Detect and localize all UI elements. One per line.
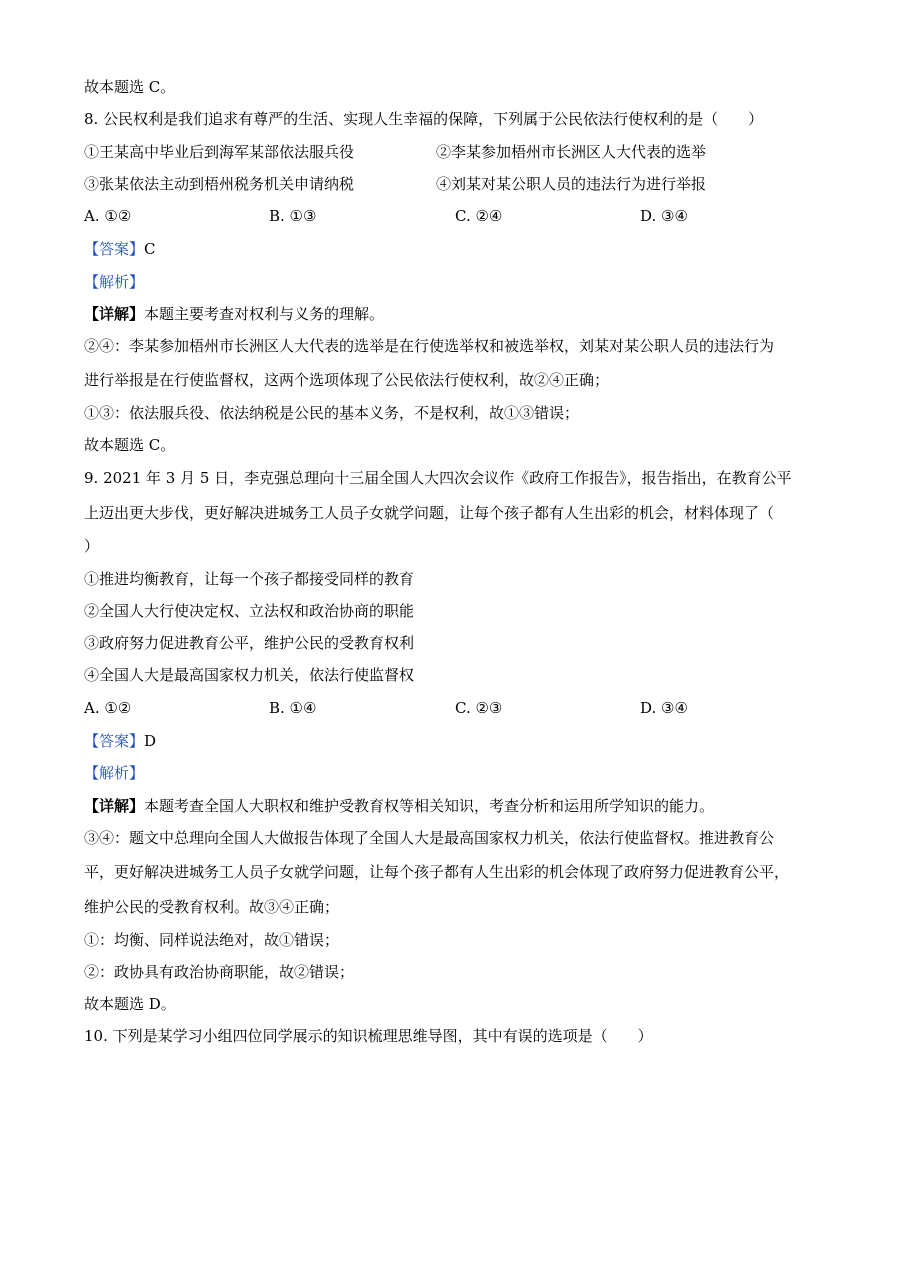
q8-option-a: A. ①②	[84, 207, 132, 225]
q8-stem: 8. 公民权利是我们追求有尊严的生活、实现人生幸福的保障，下列属于公民依法行使权利的是（ ）	[84, 110, 764, 128]
q9-item-1: ①推进均衡教育，让每一个孩子都接受同样的教育	[84, 570, 415, 588]
q9-explain-line-2: 平，更好解决进城务工人员子女就学问题，让每个孩子都有人生出彩的机会体现了政府努力促进教育公平，	[84, 863, 790, 881]
q8-explain-line-2: 进行举报是在行使监督权，这两个选项体现了公民依法行使权利，故②④正确；	[84, 371, 610, 389]
q9-stem-line-2: 上迈出更大步伐，更好解决进城务工人员子女就学问题，让每个孩子都有人生出彩的机会，材料体现了（	[84, 504, 775, 522]
q9-detail-text: 本题考查全国人大职权和维护受教育权等相关知识，考查分析和运用所学知识的能力。	[144, 797, 715, 815]
q8-item-3: ③张某依法主动到梧州税务机关申请纳税	[84, 175, 355, 193]
q9-detail	[84, 796, 714, 816]
q8-detail-tag: 【详解】	[84, 305, 145, 323]
q9-options	[84, 698, 804, 718]
q8-option-b: B. ①③	[269, 207, 317, 225]
q9-explain-line-6: 故本题选 D。	[84, 995, 176, 1013]
q8-item-2: ②李某参加梧州市长洲区人大代表的选举	[436, 143, 707, 161]
q8-item-1: ①王某高中毕业后到海军某部依法服兵役	[84, 143, 355, 161]
q8-explain-line-3: ①③：依法服兵役、依法纳税是公民的基本义务，不是权利，故①③错误；	[84, 404, 580, 422]
q8-explain-line-1: ②④：李某参加梧州市长洲区人大代表的选举是在行使选举权和被选举权，刘某对某公职人员的违法行为	[84, 337, 775, 355]
q8-answer	[84, 239, 156, 259]
q9-option-b: B. ①④	[269, 699, 317, 717]
q9-option-a: A. ①②	[84, 699, 132, 717]
q8-item-4: ④刘某对某公职人员的违法行为进行举报	[436, 175, 707, 193]
q8-option-d: D. ③④	[640, 207, 688, 225]
q8-option-c: C. ②④	[455, 207, 503, 225]
q9-analysis-tag: 【解析】	[84, 764, 145, 782]
q9-stem-line-3: ）	[84, 537, 100, 555]
q10-stem: 10. 下列是某学习小组四位同学展示的知识梳理思维导图，其中有误的选项是（ ）	[84, 1027, 653, 1045]
q9-option-d: D. ③④	[640, 699, 688, 717]
q9-item-3: ③政府努力促进教育公平，维护公民的受教育权利	[84, 634, 415, 652]
q8-analysis-tag: 【解析】	[84, 273, 145, 291]
q9-explain-line-5: ②：政协具有政治协商职能，故②错误；	[84, 963, 355, 981]
q9-explain-line-3: 维护公民的受教育权利。故③④正确；	[84, 898, 340, 916]
q9-answer-tag: 【答案】	[84, 732, 145, 750]
q7-conclusion: 故本题选 C。	[84, 78, 176, 96]
q9-item-4: ④全国人大是最高国家权力机关，依法行使监督权	[84, 666, 415, 684]
q9-stem-line-1: 9. 2021 年 3 月 5 日，李克强总理向十三届全国人大四次会议作《政府工作报告》，报告指出，在教育公平	[84, 469, 792, 487]
q8-items-row-2	[84, 174, 804, 194]
q8-items-row-1	[84, 142, 804, 162]
q9-explain-line-4: ①：均衡、同样说法绝对，故①错误；	[84, 931, 340, 949]
q9-answer	[84, 731, 156, 751]
q9-explain-line-1: ③④：题文中总理向全国人大做报告体现了全国人大是最高国家权力机关，依法行使监督权。推进教育公	[84, 829, 775, 847]
q8-options	[84, 206, 804, 226]
q9-item-2: ②全国人大行使决定权、立法权和政治协商的职能	[84, 602, 415, 620]
q9-option-c: C. ②③	[455, 699, 503, 717]
q9-detail-tag: 【详解】	[84, 797, 145, 815]
q8-detail	[84, 304, 384, 324]
q8-answer-value: C	[144, 240, 156, 258]
q8-explain-line-4: 故本题选 C。	[84, 436, 176, 454]
q8-answer-tag: 【答案】	[84, 240, 145, 258]
q8-detail-text: 本题主要考查对权利与义务的理解。	[144, 305, 385, 323]
q9-answer-value: D	[144, 732, 157, 750]
